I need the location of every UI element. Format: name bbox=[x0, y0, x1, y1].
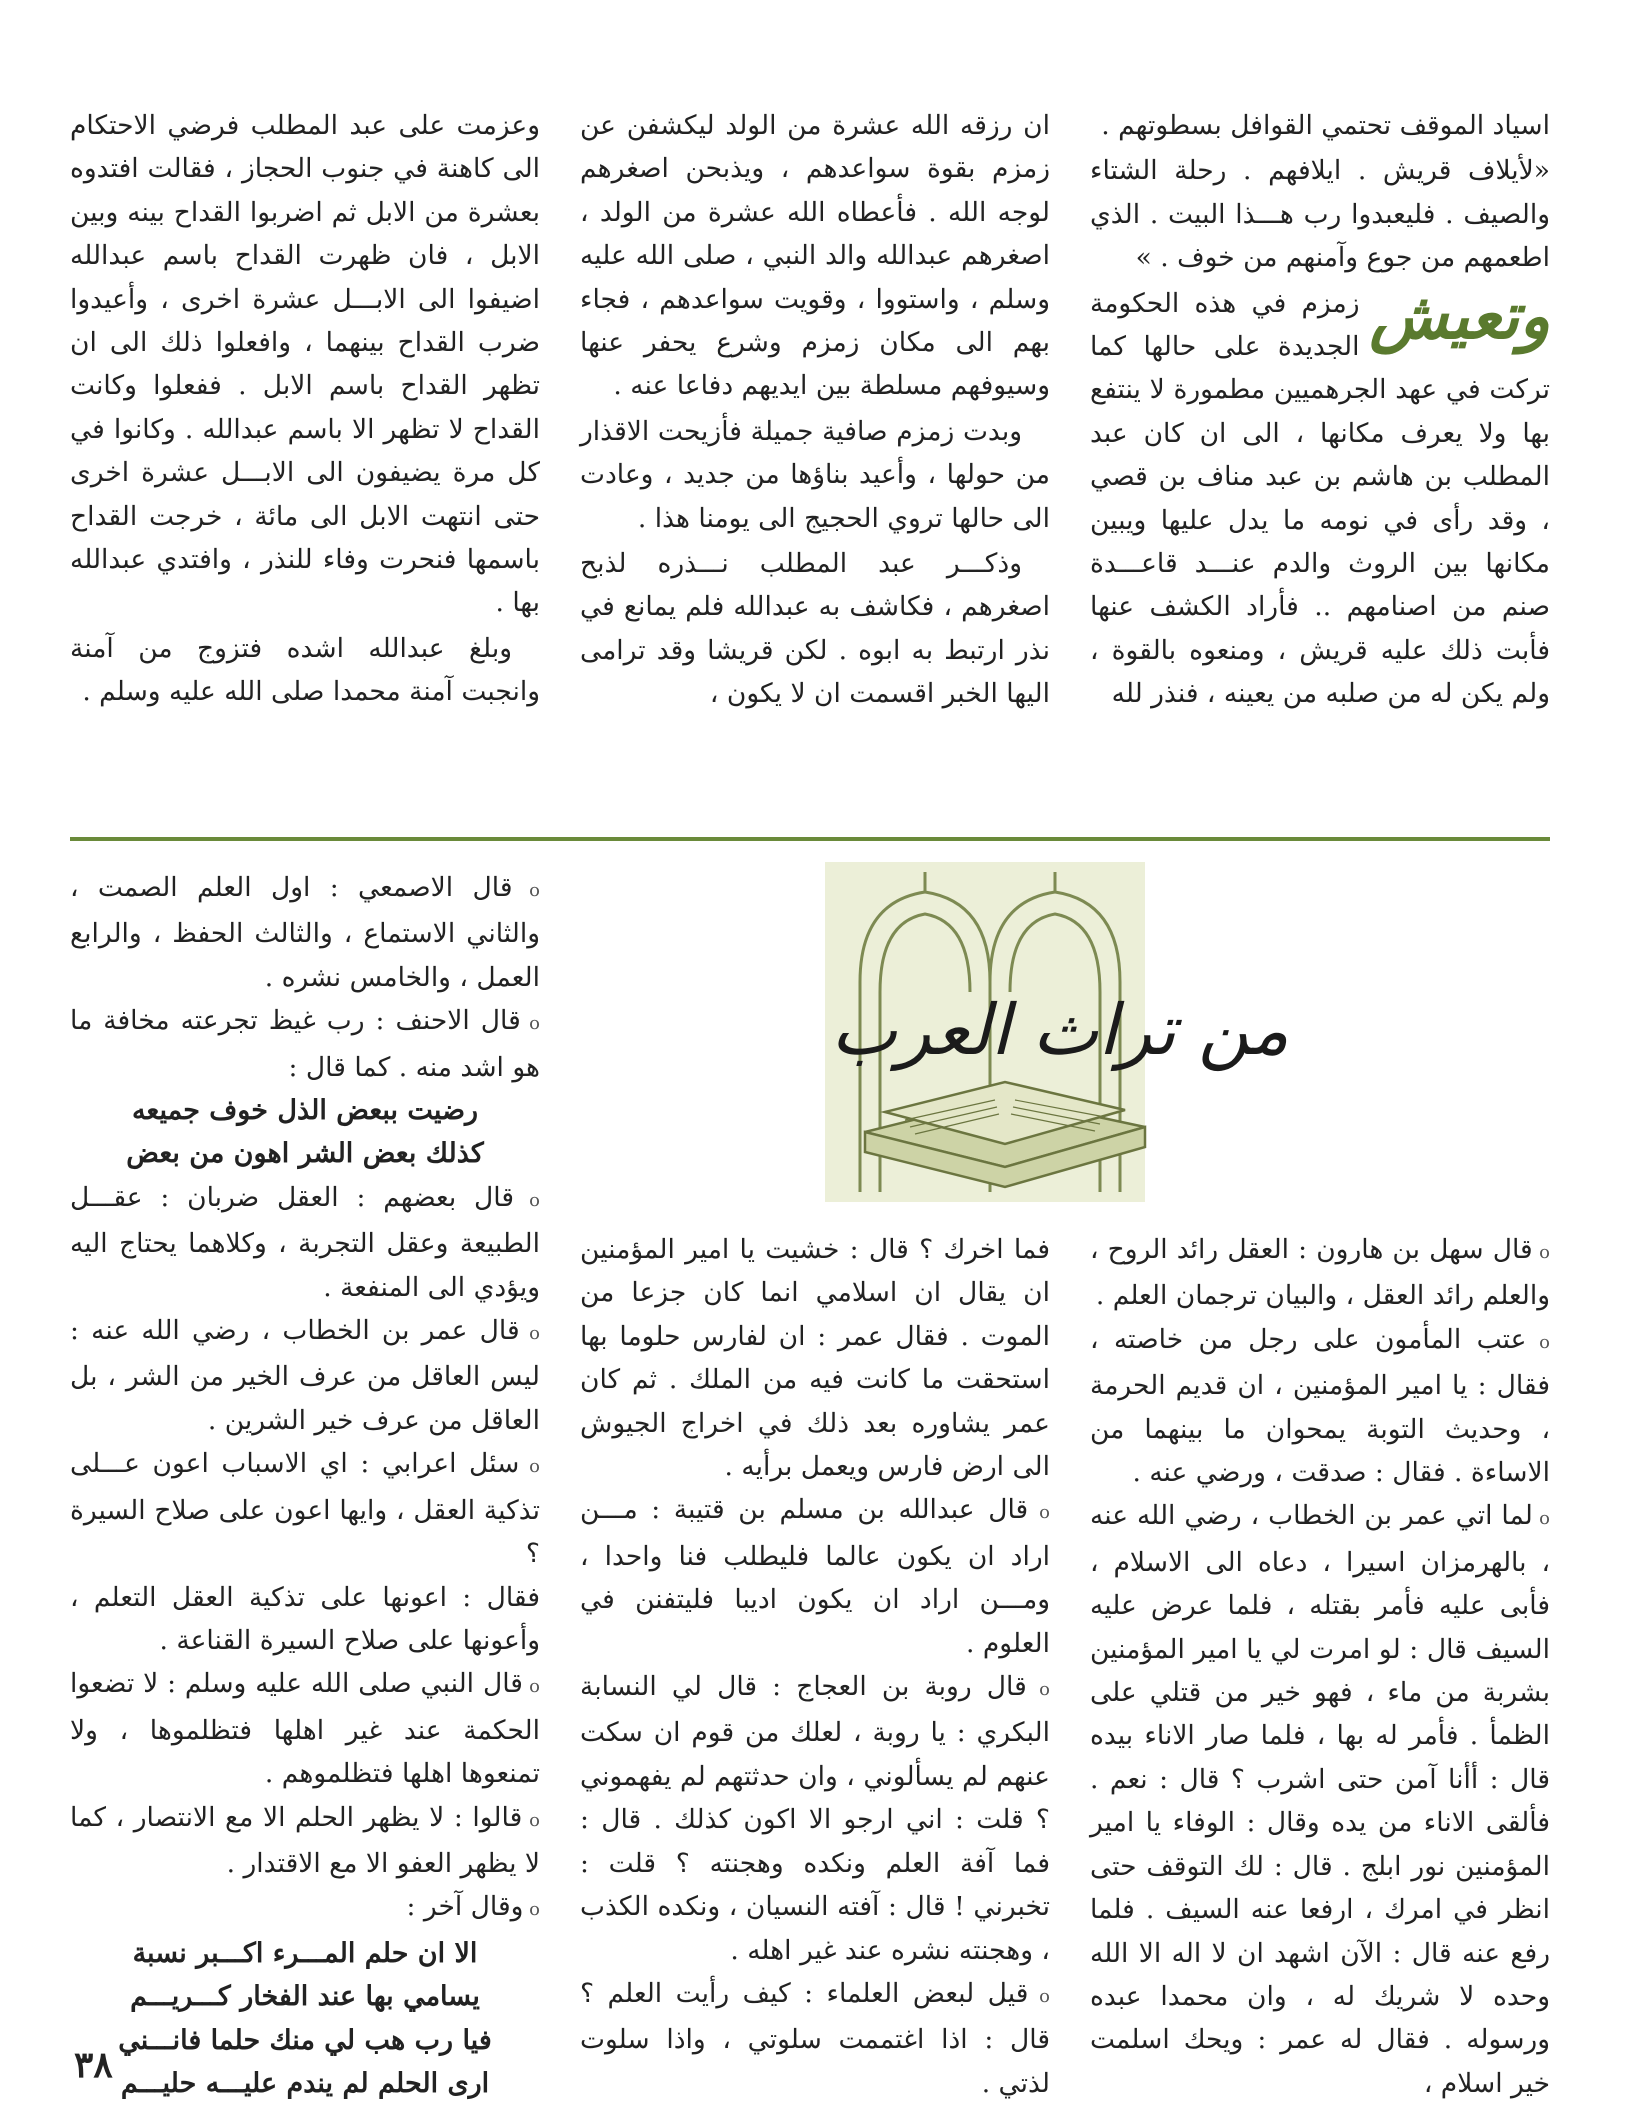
verse-line: يسامي بها عند الفخار كـــريـــم bbox=[130, 1981, 480, 2013]
bottom-column-middle bbox=[580, 1228, 1050, 2099]
paragraph: «لأيلاف قريش . ايلافهم . رحلة الشتاء والصيف . فليعبدوا رب هـــذا البيت . الذي اطعمهم من جوع وآمنهم من خوف . » bbox=[1090, 155, 1550, 274]
verse-line: كذلك بعض الشر اهون من بعض bbox=[126, 1138, 484, 1170]
verse-line: رضيت ببعض الذل خوف جميعه bbox=[131, 1095, 479, 1127]
paragraph: وبلغ عبدالله اشده فتزوج من آمنة وانجبت آمنة محمدا صلى الله عليه وسلم . bbox=[70, 632, 540, 708]
paragraph: وذكـــر عبد المطلب نـــذره لذبح اصغرهم ، فكاشف به عبدالله فلم يمانع في نذر ارتبط به ابوه . لكن قريشا وقد ترامى اليها الخبر اقسمت ان لا يكون ، bbox=[580, 548, 1050, 710]
drop-cap: وتعيش bbox=[1369, 278, 1550, 354]
paragraph: o قال الاصمعي : اول العلم الصمت ، والثاني الاستماع ، والثالث الحفظ ، والرابع العمل ، والخامس نشره . bbox=[70, 866, 540, 999]
paragraph: o قال بعضهم : العقل ضربان : عقـــل الطبيعة وعقل التجربة ، وكلاهما يحتاج اليه ويؤدي الى المنفعة . bbox=[70, 1176, 540, 1309]
paragraph: فقال : اعونها على تذكية العقل التعلم ، وأعونها على صلاح السيرة القناعة . bbox=[70, 1581, 540, 1656]
top-column-left bbox=[70, 104, 540, 840]
paragraph: o لما اتي عمر بن الخطاب ، رضي الله عنه ، بالهرمزان اسيرا ، دعاه الى الاسلام ، فأبى عليه فأمر بقتله ، فلما عرض عليه السيف قال : لو امرت لي يا امير المؤمنين بشربة من ماء ، فهو خير من قتلي على الظمأ . فأمر له بها ، فلما صار الاناء بيده قال : أأنا آمن حتى اشرب ؟ قال : نعم . فألقى الاناء من يده وقال : الوفاء يا امير المؤمنين نور ابلج . قال : لك التوقف حتى انظر في امرك ، ارفعا عنه السيف . فلما رفع عنه قال : الآن اشهد ان لا اله الا الله وحده لا شريك له ، وان محمدا عبده ورسوله . فقال له عمر : ويحك اسلمت خير اسلام ، bbox=[1090, 1494, 1550, 2105]
paragraph: o سئل اعرابي : اي الاسباب اعون عـــلى تذكية العقل ، وايها اعون على صلاح السيرة ؟ bbox=[70, 1442, 540, 1575]
paragraph: o قال عبدالله بن مسلم بن قتيبة : مـــن اراد ان يكون عالما فليطلب فنا واحدا ، ومـــن اراد ان يكون اديبا فليتفنن في العلوم . bbox=[580, 1488, 1050, 1665]
paragraph-text: زمزم في هذه الحكومة الجديدة على حالها كما تركت في عهد الجرهميين مطمورة لا ينتفع بها ولا يعرف مكانها ، الى ان كان عبد المطلب بن هاشم بن عبد مناف بن قصي ، وقد رأى في نومه ما يدل عليها ويبين مكانها بين الروث والدم عنـــد قاعـــدة صنم من اصنامهم .. فأراد الكشف عنها فأبت ذلك عليه قريش ، ومنعوه بالقوة ، ولم يكن له من صلبه من يعينه ، فنذر لله bbox=[1090, 287, 1550, 710]
paragraph: اسياد الموقف تحتمي القوافل بسطوتهم . bbox=[1101, 110, 1550, 141]
section-banner-title: من تراث العرب bbox=[831, 989, 1289, 1071]
paragraph bbox=[1090, 278, 1550, 716]
top-column-middle bbox=[580, 104, 1050, 840]
page-number: ٣٨ bbox=[74, 2044, 113, 2086]
paragraph: o عتب المأمون على رجل من خاصته ، فقال : يا امير المؤمنين ، ان قديم الحرمة ، وحديث التوبة يمحوان ما بينهما من الاساءة . فقال : صدقت ، ورضي عنه . bbox=[1090, 1318, 1550, 1495]
paragraph: وعزمت على عبد المطلب فرضي الاحتكام الى كاهنة في جنوب الحجاز ، فقالت افتدوه بعشرة من الابل ثم اضربوا القداح بينه وبين الابل ، فان ظهرت القداح باسم عبدالله اضيفوا الى الابـــل عشرة اخرى ، وأعيدوا ضرب القداح بينهما ، وافعلوا ذلك الى ان تظهر القداح باسم الابل . ففعلوا وكانت القداح لا تظهر الا باسم عبدالله . وكانوا في كل مرة يضيفون الى الابـــل عشرة اخرى حتى انتهت الابل الى مائة ، خرجت القداح باسمها فنحرت وفاء للنذر ، وافتدي عبدالله بها . bbox=[70, 110, 540, 619]
paragraph: o قال سهل بن هارون : العقل رائد الروح ، والعلم رائد العقل ، والبيان ترجمان العلم . bbox=[1090, 1228, 1550, 1318]
bottom-column-right bbox=[1090, 1228, 1550, 2099]
paragraph: o قال روبة بن العجاج : قال لي النسابة البكري : يا روبة ، لعلك من قوم ان سكت عنهم لم يسألوني ، وان حدثتهم لم يفهموني ؟ قلت : اني ارجو الا اكون كذلك . قال : فما آفة العلم ونكده وهجنته ؟ قلت : تخبرني ! قال : آفته النسيان ، ونكده الكذب ، وهجنته نشره عند غير اهله . bbox=[580, 1665, 1050, 1972]
paragraph: فما اخرك ؟ قال : خشيت يا امير المؤمنين ان يقال ان اسلامي انما كان جزعا من الموت . فقال عمر : ان لفارس حلوما بها استحقت ما كانت فيه من الملك . ثم كان عمر يشاوره بعد ذلك في اخراج الجيوش الى ارض فارس ويعمل برأيه . bbox=[580, 1234, 1050, 1483]
top-column-right bbox=[1090, 104, 1550, 840]
paragraph: o قالوا : لا يظهر الحلم الا مع الانتصار ، كما لا يظهر العفو الا مع الاقتدار . bbox=[70, 1796, 540, 1886]
paragraph: o قال النبي صلى الله عليه وسلم : لا تضعوا الحكمة عند غير اهلها فتظلموها ، ولا تمنعوها اهلها فتظلموهم . bbox=[70, 1662, 540, 1795]
paragraph: o قال الاحنف : رب غيظ تجرعته مخافة ما هو اشد منه . كما قال : bbox=[70, 999, 540, 1089]
verse-line: الا ان حلم المـــرء اكـــبر نسبة bbox=[132, 1937, 478, 1969]
paragraph: o قيل لبعض العلماء : كيف رأيت العلم ؟ قال : اذا اغتممت سلوتي ، واذا سلوت لذتي . bbox=[580, 1972, 1050, 2105]
paragraph: وبدت زمزم صافية جميلة فأزيحت الاقذار من حولها ، وأعيد بناؤها من جديد ، وعادت الى حالها تروي الحجيج الى يومنا هذا . bbox=[580, 415, 1050, 534]
paragraph: o قال عمر بن الخطاب ، رضي الله عنه : ليس العاقل من عرف الخير من الشر ، بل العاقل من عرف خير الشرين . bbox=[70, 1309, 540, 1442]
paragraph: ان رزقه الله عشرة من الولد ليكشفن عن زمزم بقوة سواعدهم ، ويذبحن اصغرهم لوجه الله . فأعطاه الله عشرة من الولد ، اصغرهم عبدالله والد النبي ، صلى الله عليه وسلم ، واستووا ، وقويت سواعدهم ، فجاء بهم الى مكان زمزم وشرع يحفر عنها وسيوفهم مسلطة بين ايديهم دفاعا عنه . bbox=[580, 110, 1050, 402]
section-divider bbox=[70, 837, 1550, 841]
verse-line: ارى الحلم لم يندم عليـــه حليـــم bbox=[120, 2067, 490, 2099]
verse-line: فيا رب هب لي منك حلما فانـــني bbox=[118, 2024, 492, 2056]
paragraph: o وقال آخر : bbox=[70, 1885, 540, 1931]
